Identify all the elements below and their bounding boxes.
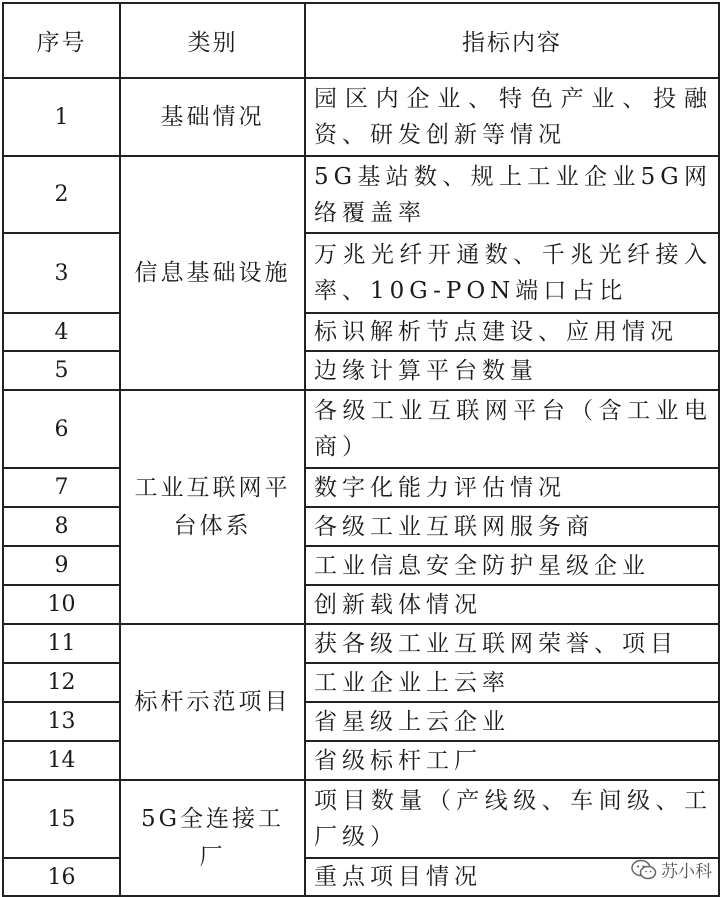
indicator-content: 数字化能力评估情况 <box>305 468 719 507</box>
indicator-content: 工业信息安全防护星级企业 <box>305 546 719 585</box>
indicator-content: 项目数量（产线级、车间级、工厂级） <box>305 780 719 858</box>
row-number: 6 <box>3 390 120 468</box>
row-number: 4 <box>3 313 120 351</box>
indicator-content: 省级标杆工厂 <box>305 741 719 780</box>
row-number: 9 <box>3 546 120 585</box>
table-row <box>3 233 719 313</box>
table-row <box>3 390 719 468</box>
row-number: 16 <box>3 858 120 896</box>
indicator-content: 省星级上云企业 <box>305 702 719 741</box>
header-content: 指标内容 <box>305 3 719 78</box>
indicator-content: 边缘计算平台数量 <box>305 351 719 390</box>
row-number: 7 <box>3 468 120 507</box>
row-number: 2 <box>3 156 120 233</box>
row-number: 13 <box>3 702 120 741</box>
category-cell: 信息基础设施 <box>120 156 305 390</box>
table-row <box>3 351 719 390</box>
indicator-content: 重点项目情况 <box>305 858 719 896</box>
indicator-content: 各级工业互联网服务商 <box>305 507 719 546</box>
header-row <box>3 3 719 78</box>
indicator-content: 5G基站数、规上工业企业5G网络覆盖率 <box>305 156 719 233</box>
category-cell: 工业互联网平台体系 <box>120 390 305 624</box>
indicator-content: 园区内企业、特色产业、投融资、研发创新等情况 <box>305 78 719 156</box>
category-cell: 基础情况 <box>120 78 305 156</box>
table-row <box>3 468 719 507</box>
row-number: 15 <box>3 780 120 858</box>
category-cell: 5G全连接工厂 <box>120 780 305 896</box>
row-number: 11 <box>3 624 120 663</box>
row-number: 12 <box>3 663 120 702</box>
row-number: 8 <box>3 507 120 546</box>
watermark <box>631 857 712 882</box>
wechat-icon <box>631 859 657 881</box>
row-number: 10 <box>3 585 120 624</box>
table-row <box>3 546 719 585</box>
indicator-content: 获各级工业互联网荣誉、项目 <box>305 624 719 663</box>
table-row <box>3 780 719 858</box>
indicator-content: 各级工业互联网平台（含工业电商） <box>305 390 719 468</box>
watermark-text: 苏小科 <box>661 862 712 882</box>
header-category: 类别 <box>120 3 305 78</box>
row-number: 5 <box>3 351 120 390</box>
indicator-content: 标识解析节点建设、应用情况 <box>305 313 719 351</box>
indicator-content: 工业企业上云率 <box>305 663 719 702</box>
table-row <box>3 741 719 780</box>
table-row <box>3 507 719 546</box>
row-number: 14 <box>3 741 120 780</box>
indicator-content: 创新载体情况 <box>305 585 719 624</box>
indicator-table <box>2 2 720 897</box>
indicator-content: 万兆光纤开通数、千兆光纤接入率、10G-PON端口占比 <box>305 233 719 313</box>
category-cell: 标杆示范项目 <box>120 624 305 780</box>
table-row <box>3 858 719 896</box>
table-row <box>3 78 719 156</box>
table-row <box>3 663 719 702</box>
table-row <box>3 624 719 663</box>
table-row <box>3 702 719 741</box>
table-row <box>3 313 719 351</box>
header-index: 序号 <box>3 3 120 78</box>
row-number: 3 <box>3 233 120 313</box>
table-row <box>3 156 719 233</box>
row-number: 1 <box>3 78 120 156</box>
table-row <box>3 585 719 624</box>
